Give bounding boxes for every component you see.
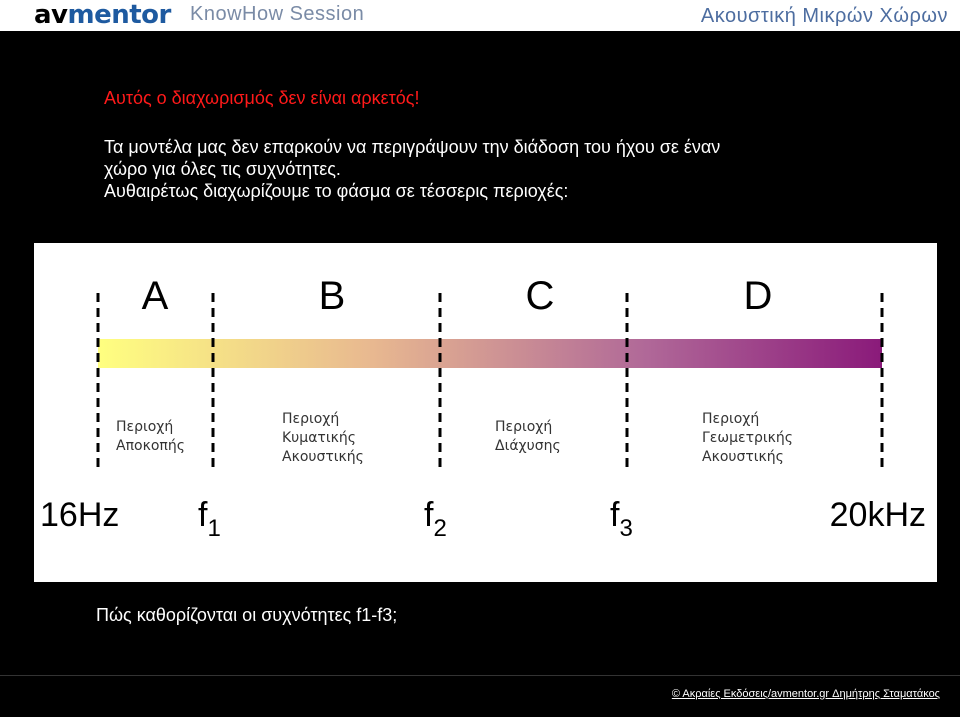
region-d-desc-line: Περιοχή xyxy=(702,411,760,427)
region-c-desc-line: Διάχυσης xyxy=(495,438,561,454)
region-b-desc-line: Ακουστικής xyxy=(282,449,364,465)
footer-divider xyxy=(0,675,960,676)
freq-label-f2: $f_2$ xyxy=(424,496,447,542)
session-title: KnowHow Session xyxy=(190,3,365,25)
frequency-regions-diagram xyxy=(34,243,937,582)
region-letter-d: D xyxy=(743,274,773,318)
region-d-desc-line: Ακουστικής xyxy=(702,449,784,465)
spectrum-gradient-bar xyxy=(98,339,882,368)
paragraph-line: Τα μοντέλα μας δεν επαρκούν να περιγράψουν την διάδοση του ήχου σε έναν xyxy=(104,137,721,157)
region-b-desc-line: Κυματικής xyxy=(282,430,356,446)
freq-label-f1: $f_1$ xyxy=(198,496,221,542)
slide-question: Πώς καθορίζονται οι συχνότητες f1-f3; xyxy=(96,605,398,625)
course-title: Ακουστική Μικρών Χώρων xyxy=(700,5,948,27)
freq-label-f3: $f_3$ xyxy=(610,496,633,542)
region-letter-c: C xyxy=(525,274,555,318)
region-a-desc-line: Περιοχή xyxy=(116,419,174,435)
region-letter-b: B xyxy=(318,274,346,318)
freq-label-16hz: 16Hz xyxy=(40,496,120,534)
slide-paragraph xyxy=(104,136,864,202)
paragraph-line: Αυθαιρέτως διαχωρίζουμε το φάσμα σε τέσσερις περιοχές: xyxy=(104,181,569,201)
region-b-desc-line: Περιοχή xyxy=(282,411,340,427)
region-a-desc-line: Αποκοπής xyxy=(116,438,185,454)
avmentor-logo: avmentor xyxy=(34,0,171,30)
header-bar xyxy=(0,0,960,31)
region-d-desc-line: Γεωμετρικής xyxy=(702,430,793,446)
region-c-desc-line: Περιοχή xyxy=(495,419,553,435)
copyright-link[interactable]: © Ακραίες Εκδόσεις/avmentor.gr Δημήτρης Σταματάκος xyxy=(671,688,940,700)
paragraph-line: χώρο για όλες τις συχνότητες. xyxy=(104,159,341,179)
slide-heading: Αυτός ο διαχωρισμός δεν είναι αρκετός! xyxy=(104,88,420,108)
freq-label-20khz: 20kHz xyxy=(829,496,926,534)
region-letter-a: A xyxy=(141,274,169,318)
